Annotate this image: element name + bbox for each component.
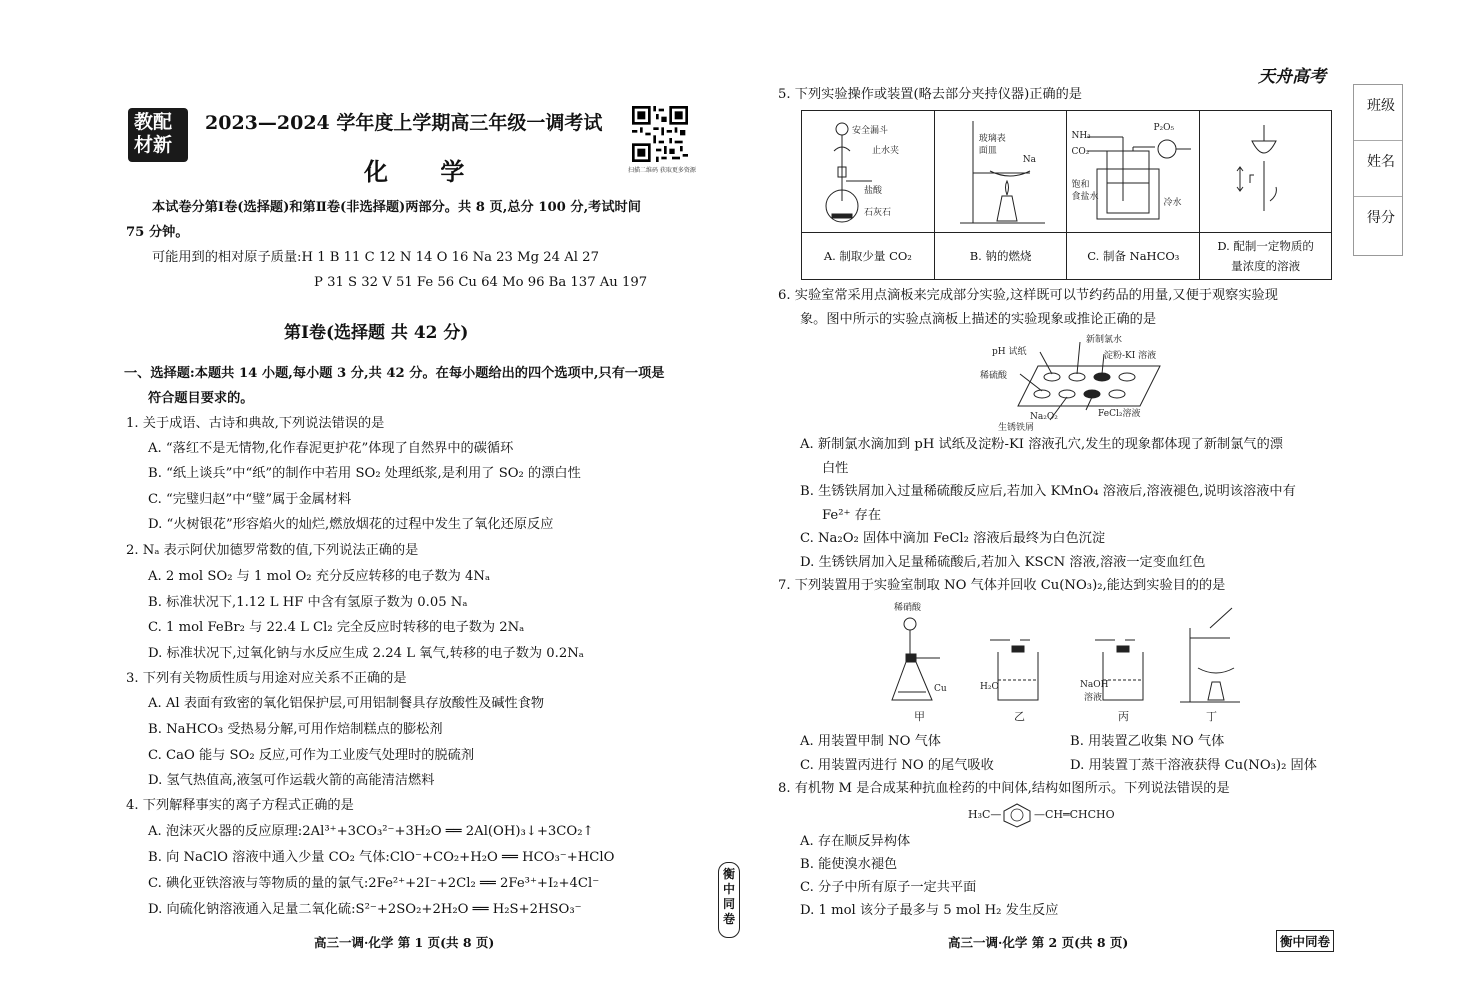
label-limestone: 石灰石 [864,208,892,218]
q7-stem: 7. 下列装置用于实验室制取 NO 气体并回收 Cu(NO₃)₂,能达到实验目的的是 [778,578,1226,593]
q7-option-c: C. 用装置丙进行 NO 的尾气吸收 [800,758,994,773]
intro-line-1: 本试卷分第Ⅰ卷(选择题)和第Ⅱ卷(非选择题)两部分。共 8 页,总分 100 分,考试时间 [152,200,641,215]
q1-option-b: B. “纸上谈兵”中“纸”的制作中若用 SO₂ 处理纸浆,是利用了 SO₂ 的漂白性 [148,466,581,481]
label-saturated: 饱和 [1071,180,1090,190]
structure-methyl: H₃C— [968,808,1002,821]
label-jia: 甲 [914,710,925,723]
q3-stem: 3. 下列有关物质性质与用途对应关系不正确的是 [126,671,407,686]
q1-option-c: C. “完璧归赵”中“璧”属于金属材料 [148,492,352,507]
label-co2: CO₂ [1071,147,1090,157]
label-rusty-iron: 生锈铁屑 [998,423,1035,433]
label-safety-funnel: 安全漏斗 [852,126,889,136]
q6-option-b-line-1: B. 生锈铁屑加入过量稀硫酸反应后,若加入 KMnO₄ 溶液后,溶液褪色,说明该溶液中有 [800,484,1296,499]
atomic-mass-line-1: 可能用到的相对原子质量:H 1 B 11 C 12 N 14 O 16 Na 23 Mg 24 Al 27 [152,250,599,265]
page-2-footer: 高三一调·化学 第 2 页(共 8 页) [948,935,1129,950]
q6-spot-plate-figure [980,330,1180,432]
q6-option-b-line-2: Fe²⁺ 存在 [822,508,882,523]
q5-apparatus-table [801,110,1332,280]
q6-option-c: C. Na₂O₂ 固体中滴加 FeCl₂ 溶液后最终为白色沉淀 [800,531,1106,546]
q5-option-d-line-1: D. 配制一定物质的 [1217,239,1314,253]
label-watch-glass-1: 玻璃表 [978,134,1006,144]
q4-stem: 4. 下列解释事实的离子方程式正确的是 [126,798,354,813]
section-1-instruction-1: 一、选择题:本题共 14 小题,每小题 3 分,共 42 分。在每小题给出的四个选项中,只有一项是 [124,366,665,381]
q7-option-d: D. 用装置丁蒸干溶液获得 Cu(NO₃)₂ 固体 [1070,758,1317,773]
label-solution: 溶液 [1084,693,1103,703]
q6-option-a-line-1: A. 新制氯水滴加到 pH 试纸及淀粉-KI 溶液孔穴,发生的现象都体现了新制氯气的漂 [800,437,1283,452]
structure-side-chain: —CH═CHCHO [1034,808,1115,821]
q3-option-c: C. CaO 能与 SO₂ 反应,可作为工业废气处理时的脱硫剂 [148,748,475,763]
label-p2o5: P₂O₅ [1153,123,1175,133]
q1-stem: 1. 关于成语、古诗和典故,下列说法错误的是 [126,416,385,431]
label-dilute-hno3: 稀硝酸 [894,603,922,613]
q2-option-b: B. 标准状况下,1.12 L HF 中含有氢原子数为 0.05 Nₐ [148,595,468,610]
benzene-ring-icon [1000,802,1034,828]
label-cu: Cu [934,684,947,694]
class-field[interactable]: 班级 [1354,85,1402,141]
sodium-combustion-icon [935,111,1066,231]
q7-apparatus-figure [880,598,1250,724]
qr-caption: 扫描二维码 获取更多资源 [628,167,696,174]
section-1-title: 第Ⅰ卷(选择题 共 42 分) [284,323,469,343]
q3-option-a: A. Al 表面有致密的氧化铝保护层,可用铝制餐具存放酸性及碱性食物 [148,696,545,711]
q8-option-c: C. 分子中所有原子一定共平面 [800,880,977,895]
section-1-instruction-2: 符合题目要求的。 [148,391,254,406]
label-chlorine-water: 新制氯水 [1086,335,1123,345]
q5-figure-b [934,111,1067,233]
q8-option-d: D. 1 mol 该分子最多与 5 mol H₂ 发生反应 [800,903,1059,918]
q6-option-d: D. 生锈铁屑加入足量稀硫酸后,若加入 KSCN 溶液,溶液一定变血红色 [800,555,1206,570]
label-nh3: NH₃ [1071,131,1091,141]
label-fecl2: FeCl₂溶液 [1098,409,1141,419]
binding-seal: 衡中同卷 [718,862,740,938]
q6-stem-line-1: 6. 实验室常采用点滴板来完成部分实验,这样既可以节约药品的用量,又便于观察实验现 [778,288,1278,303]
q2-stem: 2. Nₐ 表示阿伏加德罗常数的值,下列说法正确的是 [126,543,419,558]
q6-option-a-line-2: 白性 [822,461,849,476]
label-ph-paper: pH 试纸 [992,347,1027,357]
subject-title: 化 学 [364,157,487,186]
label-watch-glass-2: 面皿 [978,146,997,156]
label-na: Na [1022,155,1036,165]
q8-option-a: A. 存在顺反异构体 [800,834,911,849]
q7-option-a: A. 用装置甲制 NO 气体 [800,734,941,749]
q5-figure-c [1067,111,1200,233]
label-cold-water: 冷水 [1163,198,1182,208]
volumetric-flask-icon [1200,111,1330,231]
no-apparatus-icon [880,598,1250,724]
publisher-stamp: 衡中同卷 [1276,930,1334,952]
q4-option-b: B. 向 NaClO 溶液中通入少量 CO₂ 气体:ClO⁻+CO₂+H₂O ══ HCO₃⁻+HClO [148,850,615,865]
q3-option-b: B. NaHCO₃ 受热易分解,可用作焙制糕点的膨松剂 [148,722,443,737]
name-field[interactable]: 姓名 [1354,141,1402,197]
q8-stem: 8. 有机物 M 是合成某种抗血栓药的中间体,结构如图所示。下列说法错误的是 [778,781,1230,796]
q2-option-a: A. 2 mol SO₂ 与 1 mol O₂ 充分反应转移的电子数为 4Nₐ [148,569,491,584]
q8-option-b: B. 能使溴水褪色 [800,857,898,872]
label-na2o2: Na₂O₂ [1030,412,1058,422]
q2-option-c: C. 1 mol FeBr₂ 与 22.4 L Cl₂ 完全反应时转移的电子数为 2Nₐ [148,620,525,635]
q5-option-c: C. 制备 NaHCO₃ [1067,233,1200,280]
q4-option-d: D. 向硫化钠溶液通入足量二氧化硫:S²⁻+2SO₂+2H₂O ══ H₂S+2HSO₃⁻ [148,902,582,917]
q5-option-a: A. 制取少量 CO₂ [802,233,935,280]
intro-line-2: 75 分钟。 [126,225,189,240]
label-clamp: 止水夹 [872,146,900,156]
q8-structure [968,802,1148,828]
q6-stem-line-2: 象。图中所示的实验点滴板上描述的实验现象或推论正确的是 [800,312,1157,327]
exam-title: 2023—2024 学年度上学期高三年级一调考试 [205,112,603,134]
label-brine: 食盐水 [1071,192,1099,202]
score-field[interactable]: 得分 [1367,210,1395,226]
brand-logo: 天舟高考 [1258,67,1326,87]
q5-option-d-line-2: 量浓度的溶液 [1231,259,1301,273]
label-ding: 丁 [1206,710,1217,723]
label-h2o: H₂O [980,682,999,692]
page-1-footer: 高三一调·化学 第 1 页(共 8 页) [314,935,495,950]
label-bing: 丙 [1118,710,1129,723]
q5-option-b: B. 钠的燃烧 [934,233,1067,280]
q5-figure-a [802,111,935,233]
q3-option-d: D. 氢气热值高,液氢可作运载火箭的高能清洁燃料 [148,773,435,788]
q5-option-d [1200,233,1332,280]
qr-code-icon [632,106,688,162]
q4-option-a: A. 泡沫灭火器的反应原理:2Al³⁺+3CO₃²⁻+3H₂O ══ 2Al(OH)₃↓+3CO₂↑ [148,824,594,839]
atomic-mass-line-2: P 31 S 32 V 51 Fe 56 Cu 64 Mo 96 Ba 137 Au 197 [314,275,648,290]
score-box [1353,84,1403,256]
label-yi: 乙 [1014,710,1025,723]
label-hcl: 盐酸 [864,186,883,196]
q7-option-b: B. 用装置乙收集 NO 气体 [1070,734,1225,749]
label-starch-ki: 淀粉-KI 溶液 [1104,351,1157,361]
q2-option-d: D. 标准状况下,过氧化钠与水反应生成 2.24 L 氧气,转移的电子数为 0.2Nₐ [148,646,584,661]
q1-option-a: A. “落红不是无情物,化作春泥更护花”体现了自然界中的碳循环 [148,441,514,456]
q5-figure-d [1200,111,1332,233]
nahco3-setup-icon [1067,111,1198,231]
q5-stem: 5. 下列实验操作或装置(略去部分夹持仪器)正确的是 [778,87,1082,102]
q1-option-d: D. “火树银花”形容焰火的灿烂,燃放烟花的过程中发生了氧化还原反应 [148,517,554,532]
publisher-logo: 教配材新 [128,108,188,162]
label-naoh: NaOH [1080,680,1109,690]
label-dilute-h2so4: 稀硫酸 [980,371,1008,381]
q4-option-c: C. 碘化亚铁溶液与等物质的量的氯气:2Fe²⁺+2I⁻+2Cl₂ ══ 2Fe³⁺+I₂+4Cl⁻ [148,876,600,891]
